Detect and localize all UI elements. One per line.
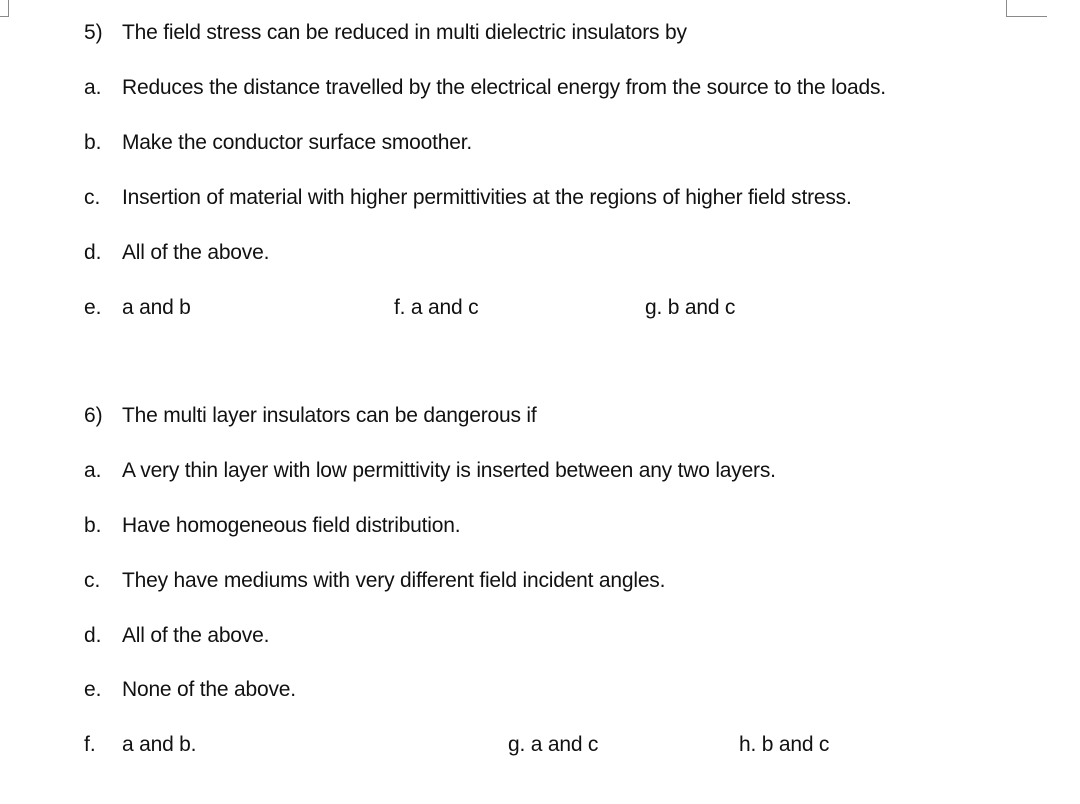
option-letter: e. bbox=[84, 678, 102, 701]
option-letter: a. bbox=[84, 76, 102, 99]
option-letter: e. bbox=[84, 296, 102, 319]
option-letter: b. bbox=[84, 514, 102, 537]
option-inline-f: f. a and c bbox=[394, 296, 479, 319]
option-letter: b. bbox=[84, 131, 102, 154]
option-text: Make the conductor surface smoother. bbox=[122, 131, 472, 154]
option-text: a and b bbox=[122, 296, 191, 319]
question-number: 5) bbox=[84, 21, 103, 44]
option-text: Reduces the distance travelled by the electrical energy from the source to the loads. bbox=[122, 76, 886, 99]
option-letter: a. bbox=[84, 459, 102, 482]
option-inline-g: g. a and c bbox=[508, 733, 599, 756]
option-letter: c. bbox=[84, 186, 101, 209]
option-text: Have homogeneous field distribution. bbox=[122, 514, 461, 537]
option-text: All of the above. bbox=[122, 624, 270, 647]
option-text: a and b. bbox=[122, 733, 197, 756]
option-letter: d. bbox=[84, 241, 102, 264]
page-corner-mark-right bbox=[1006, 0, 1047, 17]
option-letter: f. bbox=[84, 733, 96, 756]
question-stem: The multi layer insulators can be dangerous if bbox=[122, 404, 537, 427]
option-letter: c. bbox=[84, 569, 101, 592]
option-text: None of the above. bbox=[122, 678, 296, 701]
option-inline-g: g. b and c bbox=[645, 296, 736, 319]
option-inline-h: h. b and c bbox=[739, 733, 830, 756]
option-letter: d. bbox=[84, 624, 102, 647]
question-stem: The field stress can be reduced in multi dielectric insulators by bbox=[122, 21, 687, 44]
option-text: All of the above. bbox=[122, 241, 270, 264]
option-text: They have mediums with very different field incident angles. bbox=[122, 569, 666, 592]
option-text: Insertion of material with higher permittivities at the regions of higher field stress. bbox=[122, 186, 852, 209]
page-corner-mark-left bbox=[0, 0, 9, 17]
question-number: 6) bbox=[84, 404, 103, 427]
option-text: A very thin layer with low permittivity is inserted between any two layers. bbox=[122, 459, 776, 482]
